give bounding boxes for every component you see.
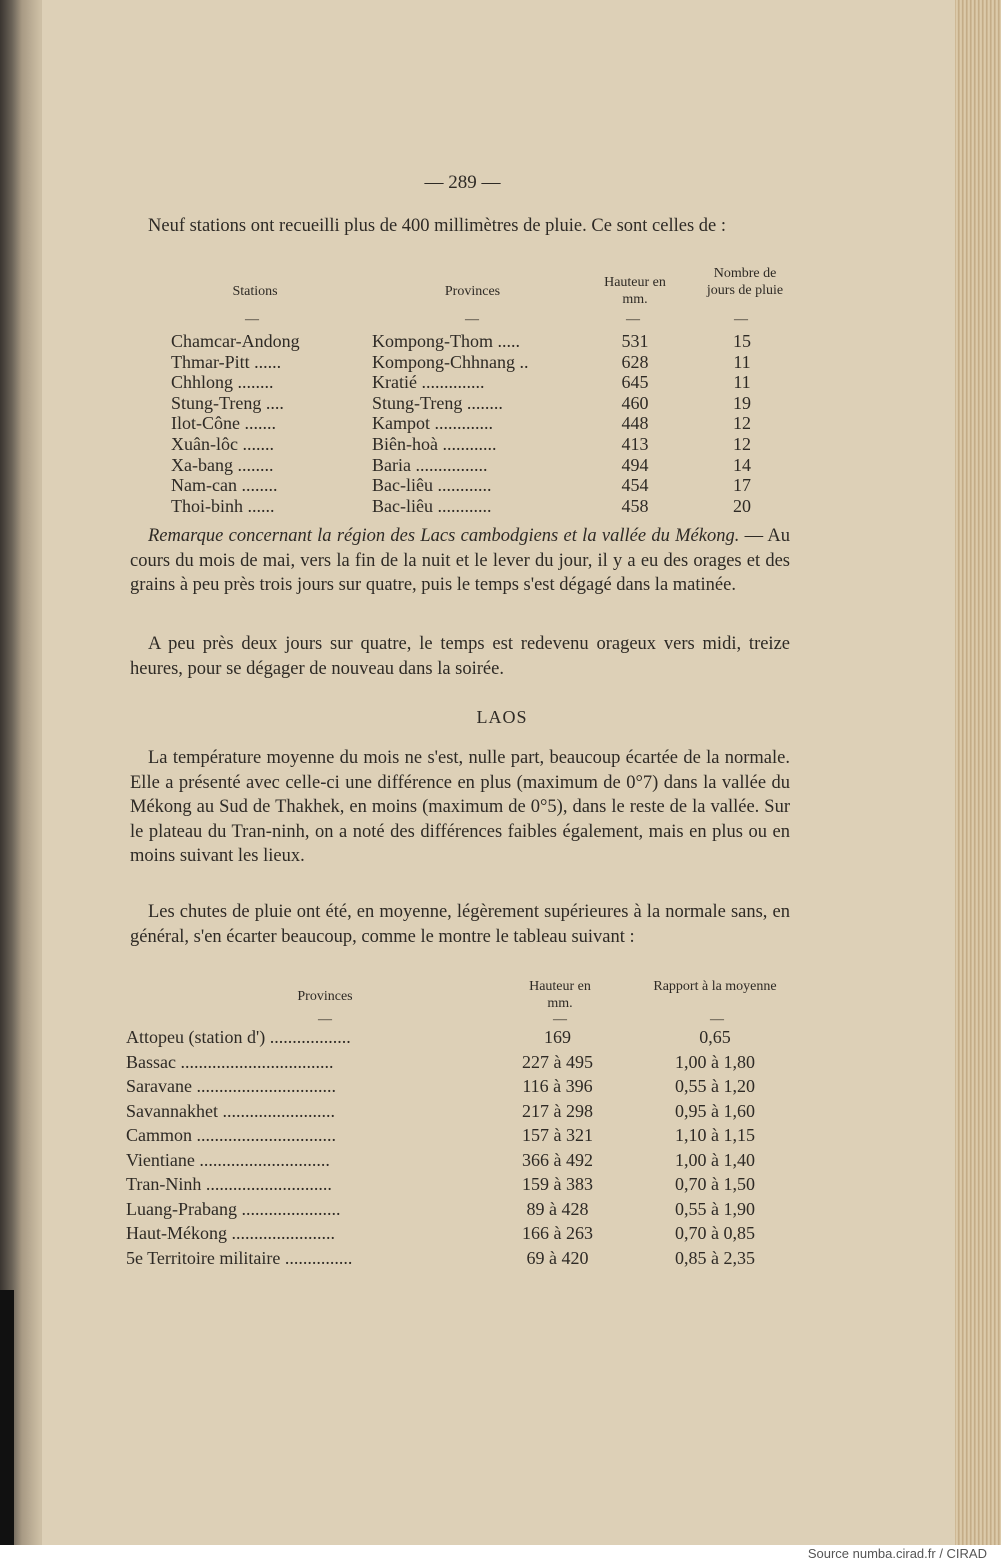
province-cell: Savannakhet ......................... bbox=[126, 1100, 335, 1121]
jours-cell: 14 bbox=[733, 454, 751, 475]
hauteur-cell: 628 bbox=[621, 351, 649, 372]
hauteur-cell: 413 bbox=[621, 434, 649, 454]
page-number: — 289 — bbox=[424, 172, 501, 193]
station-cell: Chamcar-Andong bbox=[171, 331, 300, 351]
jours-cell: 12 bbox=[733, 434, 751, 454]
page-edges bbox=[955, 0, 1001, 1545]
province-cell: Haut-Mékong ....................... bbox=[126, 1223, 335, 1243]
hauteur-cell: 116 à 396 bbox=[522, 1076, 593, 1096]
header-rule: — bbox=[710, 1012, 724, 1027]
remarque-paragraph bbox=[130, 524, 790, 598]
station-cell: Xa-bang ........ bbox=[171, 454, 274, 475]
binding-strip bbox=[0, 1290, 14, 1545]
header-stations: Stations bbox=[232, 284, 278, 299]
province-cell: Stung-Treng ........ bbox=[372, 392, 503, 413]
jours-cell: 20 bbox=[733, 495, 751, 516]
header-rapport: Rapport à la moyenne bbox=[653, 979, 777, 994]
hauteur-cell: 69 à 420 bbox=[526, 1247, 589, 1268]
rapport-cell: 0,70 à 0,85 bbox=[675, 1223, 755, 1243]
hauteur-cell: 454 bbox=[621, 475, 649, 496]
hauteur-cell: 89 à 428 bbox=[526, 1198, 589, 1219]
jours-cell: 12 bbox=[733, 413, 751, 434]
province-cell: Baria ................ bbox=[372, 454, 488, 475]
header-hauteur: Hauteur en mm. bbox=[529, 979, 591, 1011]
hauteur-cell: 531 bbox=[621, 331, 649, 351]
header-jours: Nombre de jours de pluie bbox=[706, 266, 784, 298]
hauteur-cell: 227 à 495 bbox=[522, 1051, 593, 1072]
hauteur-cell: 458 bbox=[621, 495, 649, 516]
jours-cell: 17 bbox=[733, 475, 751, 496]
station-cell: Nam-can ........ bbox=[171, 475, 278, 496]
station-cell: Thoi-binh ...... bbox=[171, 495, 275, 516]
province-cell: Tran-Ninh ............................ bbox=[126, 1174, 332, 1194]
header-provinces: Provinces bbox=[297, 989, 353, 1004]
province-cell: Luang-Prabang ...................... bbox=[126, 1198, 341, 1219]
rapport-cell: 0,85 à 2,35 bbox=[675, 1247, 755, 1268]
rapport-cell: 0,95 à 1,60 bbox=[675, 1100, 755, 1121]
jours-cell: 11 bbox=[733, 372, 751, 393]
hauteur-cell: 448 bbox=[621, 413, 649, 434]
intro-paragraph: Neuf stations ont recueilli plus de 400 millimètres de pluie. Ce sont celles de : bbox=[148, 216, 726, 236]
jours-cell: 19 bbox=[733, 392, 751, 413]
header-rule: — bbox=[626, 312, 640, 327]
province-cell: Biên-hoà ............ bbox=[372, 434, 497, 454]
remarque-title: Remarque concernant la région des Lacs cambodgiens et la vallée du Mékong. bbox=[148, 526, 740, 546]
hauteur-cell: 460 bbox=[621, 392, 649, 413]
hauteur-cell: 366 à 492 bbox=[522, 1149, 593, 1170]
remarque-text: — Au cours du mois de mai, vers la fin de la nuit et le lever du jour, il y a eu des orages et des grains à peu près trois jours sur quatre, puis le temps s'est dégagé dans la matinée. bbox=[130, 526, 791, 595]
province-cell: Bassac .................................. bbox=[126, 1051, 334, 1072]
rapport-cell: 1,00 à 1,80 bbox=[675, 1051, 755, 1072]
province-cell: Cammon ............................... bbox=[126, 1125, 336, 1145]
province-cell: Attopeu (station d') .................. bbox=[126, 1027, 351, 1047]
province-cell: Bac-liêu ............ bbox=[372, 495, 492, 516]
hauteur-cell: 157 à 321 bbox=[522, 1125, 593, 1145]
rapport-cell: 1,00 à 1,40 bbox=[675, 1149, 755, 1170]
province-cell: Bac-liêu ............ bbox=[372, 475, 492, 496]
station-cell: Xuân-lôc ....... bbox=[171, 434, 274, 454]
station-cell: Thmar-Pitt ...... bbox=[171, 351, 282, 372]
jours-cell: 15 bbox=[733, 331, 751, 351]
hauteur-cell: 169 bbox=[544, 1027, 571, 1047]
station-cell: Ilot-Cône ....... bbox=[171, 413, 276, 434]
section-title-laos: LAOS bbox=[476, 707, 528, 727]
header-rule: — bbox=[553, 1012, 567, 1027]
hauteur-cell: 217 à 298 bbox=[522, 1100, 593, 1121]
paragraph-2: A peu près deux jours sur quatre, le temps est redevenu orageux vers midi, treize heures, pour se dégager de nouveau dans la soirée. bbox=[130, 634, 790, 679]
rapport-cell: 0,55 à 1,20 bbox=[675, 1076, 755, 1096]
station-cell: Stung-Treng .... bbox=[171, 392, 284, 413]
jours-cell: 11 bbox=[733, 351, 751, 372]
hauteur-cell: 494 bbox=[621, 454, 649, 475]
province-cell: Kampot ............. bbox=[372, 413, 493, 434]
rapport-cell: 0,65 bbox=[699, 1027, 731, 1047]
station-cell: Chhlong ........ bbox=[171, 372, 274, 393]
province-cell: Kratié .............. bbox=[372, 372, 485, 393]
province-cell: 5e Territoire militaire ............... bbox=[126, 1247, 353, 1268]
rapport-cell: 0,70 à 1,50 bbox=[675, 1174, 755, 1194]
hauteur-cell: 166 à 263 bbox=[522, 1223, 593, 1243]
rapport-cell: 1,10 à 1,15 bbox=[675, 1125, 755, 1145]
header-rule: — bbox=[734, 312, 748, 327]
source-credit: Source numba.cirad.fr / CIRAD bbox=[807, 1546, 987, 1561]
header-provinces: Provinces bbox=[444, 284, 501, 299]
hauteur-cell: 159 à 383 bbox=[522, 1174, 593, 1194]
province-cell: Kompong-Chhnang .. bbox=[372, 351, 529, 372]
hauteur-cell: 645 bbox=[621, 372, 649, 393]
rapport-cell: 0,55 à 1,90 bbox=[675, 1198, 755, 1219]
header-rule: — bbox=[245, 312, 259, 327]
header-rule: — bbox=[465, 312, 479, 327]
header-hauteur: Hauteur en mm. bbox=[604, 275, 666, 307]
province-cell: Kompong-Thom ..... bbox=[372, 331, 520, 351]
header-rule: — bbox=[318, 1012, 332, 1027]
province-cell: Vientiane ............................. bbox=[126, 1149, 330, 1170]
province-cell: Saravane ............................... bbox=[126, 1076, 336, 1096]
paragraph-4: Les chutes de pluie ont été, en moyenne, légèrement supérieures à la normale sans, en général, s'en écarter beaucoup, comme le montre le tableau suivant : bbox=[130, 902, 790, 947]
paragraph-3: La température moyenne du mois ne s'est, nulle part, beaucoup écartée de la normale. Elle a présenté avec celle-ci une différence en plus (maximum de 0°7) dans la vallée du Mékong au Sud de Thakhek, en moins (maximum de 0°5), dans le reste de la vallée. Sur le plateau du Tran-ninh, on a noté des différences faibles également, mais en plus ou en moins suivant les lieux. bbox=[130, 748, 790, 866]
